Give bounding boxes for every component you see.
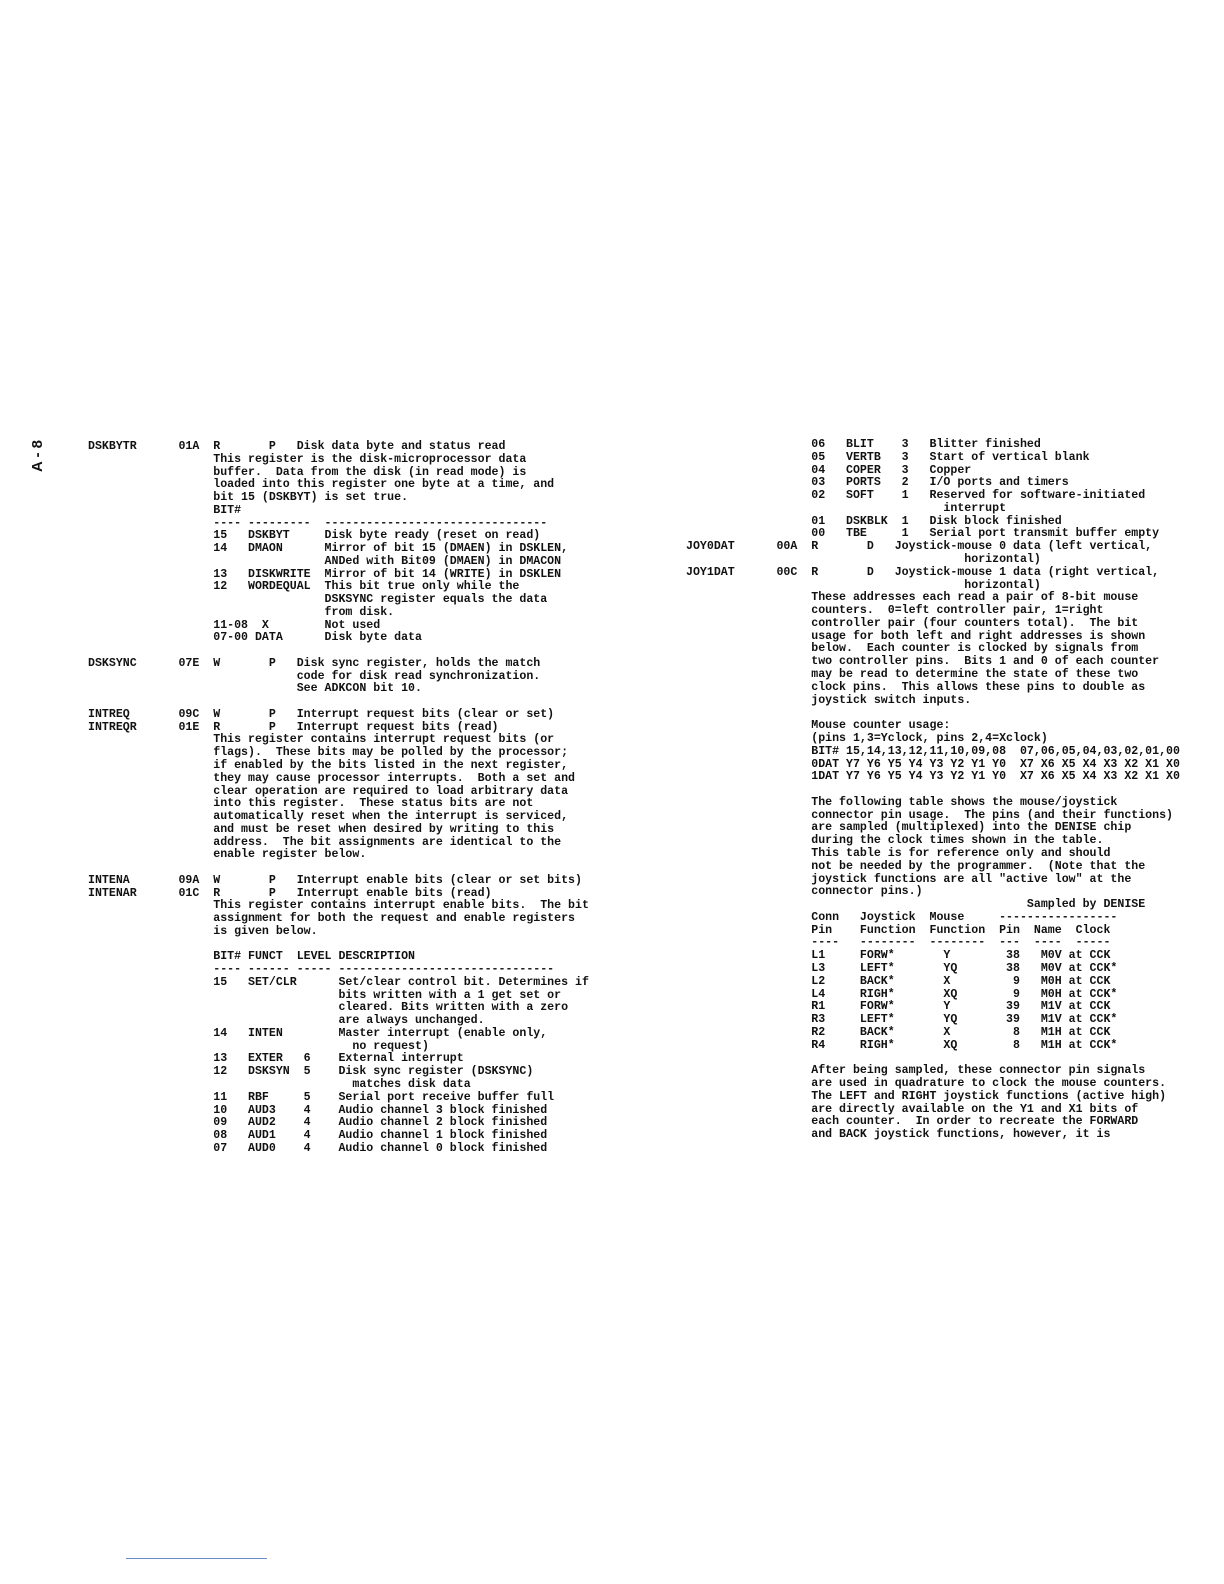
left-column-line: 08 AUD1 4 Audio channel 1 block finished <box>88 1129 548 1143</box>
right-column-line: and BACK joystick functions, however, it is <box>686 1128 1111 1142</box>
left-column-line: INTENAR 01C R P Interrupt enable bits (read) <box>88 886 492 900</box>
right-column-line: clock pins. This allows these pins to double as <box>686 680 1146 694</box>
right-column-line: R2 BACK* X 8 M1H at CCK <box>686 1025 1111 1039</box>
right-column-line: JOY0DAT 00A R D Joystick-mouse 0 data (left vertical, <box>686 540 1153 554</box>
right-column-line: 04 COPER 3 Copper <box>686 463 972 477</box>
right-column-line: Conn Joystick Mouse ----------------- <box>686 910 1118 924</box>
right-column-line: 02 SOFT 1 Reserved for software-initiated <box>686 489 1146 503</box>
right-column-line: are directly available on the Y1 and X1 bits of <box>686 1102 1139 1116</box>
right-column-line: below. Each counter is clocked by signals from <box>686 642 1139 656</box>
right-column-line: L1 FORW* Y 38 M0V at CCK <box>686 949 1111 963</box>
left-column-line: DSKBYTR 01A R P Disk data byte and status read <box>88 440 506 453</box>
left-column-line: 12 DSKSYN 5 Disk sync register (DSKSYNC) <box>88 1065 534 1079</box>
left-column-line: DSKSYNC 07E W P Disk sync register, holds the match <box>88 656 541 670</box>
left-column-line: 15 SET/CLR Set/clear control bit. Determines if <box>88 975 589 989</box>
left-column-line: no request) <box>88 1039 429 1053</box>
left-column-line: This register is the disk-microprocessor data <box>88 452 527 466</box>
left-column-line: is given below. <box>88 924 318 938</box>
left-column-line: 15 DSKBYT Disk byte ready (reset on read) <box>88 529 541 543</box>
left-column-line: 12 WORDEQUAL This bit true only while the <box>88 580 520 594</box>
right-column-line: R4 RIGH* XQ 8 M1H at CCK* <box>686 1038 1118 1052</box>
right-column-line: 03 PORTS 2 I/O ports and timers <box>686 476 1069 490</box>
left-column-line: are always unchanged. <box>88 1014 485 1028</box>
left-column-line: ANDed with Bit09 (DMAEN) in DMACON <box>88 554 562 568</box>
right-column-line: L4 RIGH* XQ 9 M0H at CCK* <box>686 987 1118 1001</box>
left-column-line: cleared. Bits written with a zero <box>88 1001 569 1015</box>
right-column-line: joystick switch inputs. <box>686 693 972 707</box>
left-column-line: loaded into this register one byte at a time, and <box>88 478 555 492</box>
right-column-line: These addresses each read a pair of 8-bit mouse <box>686 591 1139 605</box>
left-column-line: 13 EXTER 6 External interrupt <box>88 1052 464 1066</box>
right-column-line: controller pair (four counters total). The bit <box>686 616 1139 630</box>
left-column-line: 11-08 X Not used <box>88 618 381 632</box>
right-column-line: This table is for reference only and should <box>686 846 1111 860</box>
right-column-line: horizontal) <box>686 553 1041 567</box>
left-column-line: they may cause processor interrupts. Both a set and <box>88 771 576 785</box>
left-column-line: 14 DMAON Mirror of bit 15 (DMAEN) in DSKLEN, <box>88 542 569 556</box>
right-column-line: BIT# 15,14,13,12,11,10,09,08 07,06,05,04,03,02,01,00 <box>686 744 1180 758</box>
left-column-line: buffer. Data from the disk (in read mode) is <box>88 465 527 479</box>
left-column-line: clear operation are required to load arbitrary data <box>88 784 569 798</box>
right-column-line: The LEFT and RIGHT joystick functions (active high) <box>686 1089 1167 1103</box>
right-column-line: each counter. In order to recreate the FORWARD <box>686 1115 1139 1129</box>
left-column-line: 07-00 DATA Disk byte data <box>88 631 422 645</box>
left-column-line: 11 RBF 5 Serial port receive buffer full <box>88 1090 555 1104</box>
right-column-line: may be read to determine the state of these two <box>686 668 1139 682</box>
footer-rule <box>126 1558 267 1559</box>
left-column-line: DSKSYNC register equals the data <box>88 593 548 607</box>
right-column-line: L3 LEFT* YQ 38 M0V at CCK* <box>686 961 1118 975</box>
left-column-line: 09 AUD2 4 Audio channel 2 block finished <box>88 1116 548 1130</box>
left-column-line: enable register below. <box>88 848 367 862</box>
right-column-line: R3 LEFT* YQ 39 M1V at CCK* <box>686 1013 1118 1027</box>
right-column-line: interrupt <box>686 501 1007 515</box>
left-column-line: into this register. These status bits are not <box>88 797 534 811</box>
left-column-line: INTREQ 09C W P Interrupt request bits (clear or set) <box>88 707 555 721</box>
right-column-line: After being sampled, these connector pin signals <box>686 1064 1146 1078</box>
right-column-line: not be needed by the programmer. (Note that the <box>686 859 1146 873</box>
right-column-line: 01 DSKBLK 1 Disk block finished <box>686 514 1062 528</box>
left-column-line: automatically reset when the interrupt is serviced, <box>88 810 569 824</box>
left-column-line: INTREQR 01E R P Interrupt request bits (read) <box>88 720 499 734</box>
right-column-line: during the clock times shown in the table. <box>686 834 1104 848</box>
page-number: A - 8 <box>29 440 46 472</box>
left-column-line: flags). These bits may be polled by the processor; <box>88 746 569 760</box>
right-column-line: 05 VERTB 3 Start of vertical blank <box>686 450 1090 464</box>
right-column-line: joystick functions are all "active low" at the <box>686 872 1132 886</box>
right-column-line: connector pins.) <box>686 885 923 899</box>
right-column-line: two controller pins. Bits 1 and 0 of each counter <box>686 655 1160 669</box>
right-column-line: ---- -------- -------- --- ---- ----- <box>686 936 1111 950</box>
right-column-line: The following table shows the mouse/joystick <box>686 795 1118 809</box>
right-column-line: L2 BACK* X 9 M0H at CCK <box>686 974 1111 988</box>
right-column-line: 00 TBE 1 Serial port transmit buffer empty <box>686 527 1160 541</box>
right-column-line: connector pin usage. The pins (and their functions) <box>686 808 1174 822</box>
left-column-line: BIT# <box>88 503 242 517</box>
right-column-line: (pins 1,3=Yclock, pins 2,4=Xclock) <box>686 731 1048 745</box>
right-column-line: 1DAT Y7 Y6 Y5 Y4 Y3 Y2 Y1 Y0 X7 X6 X5 X4 X3 X2 X1 X0 <box>686 770 1180 784</box>
left-column-line: This register contains interrupt request bits (or <box>88 733 555 747</box>
left-column-line: assignment for both the request and enable registers <box>88 912 576 926</box>
left-column-line: See ADKCON bit 10. <box>88 682 422 696</box>
right-column-line: counters. 0=left controller pair, 1=right <box>686 604 1104 618</box>
left-column-line: bits written with a 1 get set or <box>88 988 562 1002</box>
right-column-line: horizontal) <box>686 578 1041 592</box>
left-column-line: address. The bit assignments are identical to the <box>88 835 562 849</box>
left-column-line: 10 AUD3 4 Audio channel 3 block finished <box>88 1103 548 1117</box>
right-column-line: JOY1DAT 00C R D Joystick-mouse 1 data (right vertical, <box>686 565 1160 579</box>
right-column-line: are used in quadrature to clock the mouse counters. <box>686 1077 1167 1090</box>
right-column-line: Pin Function Function Pin Name Clock <box>686 923 1111 937</box>
left-column-line: from disk. <box>88 605 395 619</box>
left-column-line: if enabled by the bits listed in the next register, <box>88 759 569 772</box>
left-column-line: INTENA 09A W P Interrupt enable bits (clear or set bits) <box>88 873 582 887</box>
left-column-line: matches disk data <box>88 1078 471 1091</box>
left-column-line: 13 DISKWRITE Mirror of bit 14 (WRITE) in DSKLEN <box>88 567 562 581</box>
left-column-line: BIT# FUNCT LEVEL DESCRIPTION <box>88 950 415 964</box>
right-column-line: 06 BLIT 3 Blitter finished <box>686 438 1041 451</box>
left-column-line: 14 INTEN Master interrupt (enable only, <box>88 1026 548 1040</box>
right-column-line: are sampled (multiplexed) into the DENISE chip <box>686 821 1132 835</box>
left-column-line: ---- ------ ----- ------------------------------- <box>88 963 555 977</box>
right-column-line: 0DAT Y7 Y6 Y5 Y4 Y3 Y2 Y1 Y0 X7 X6 X5 X4 X3 X2 X1 X0 <box>686 757 1180 771</box>
left-column-line: 07 AUD0 4 Audio channel 0 block finished <box>88 1141 548 1155</box>
left-column-line: and must be reset when desired by writing to this <box>88 822 555 836</box>
left-column-line: This register contains interrupt enable bits. The bit <box>88 899 589 913</box>
right-column-line: R1 FORW* Y 39 M1V at CCK <box>686 1000 1111 1014</box>
left-column-line: ---- --------- -------------------------------- <box>88 516 548 530</box>
left-column-line: bit 15 (DSKBYT) is set true. <box>88 491 409 505</box>
right-column-line: Mouse counter usage: <box>686 719 951 733</box>
right-column-line: usage for both left and right addresses is shown <box>686 629 1146 643</box>
left-column-line: code for disk read synchronization. <box>88 669 541 683</box>
right-column-line: Sampled by DENISE <box>686 898 1146 912</box>
